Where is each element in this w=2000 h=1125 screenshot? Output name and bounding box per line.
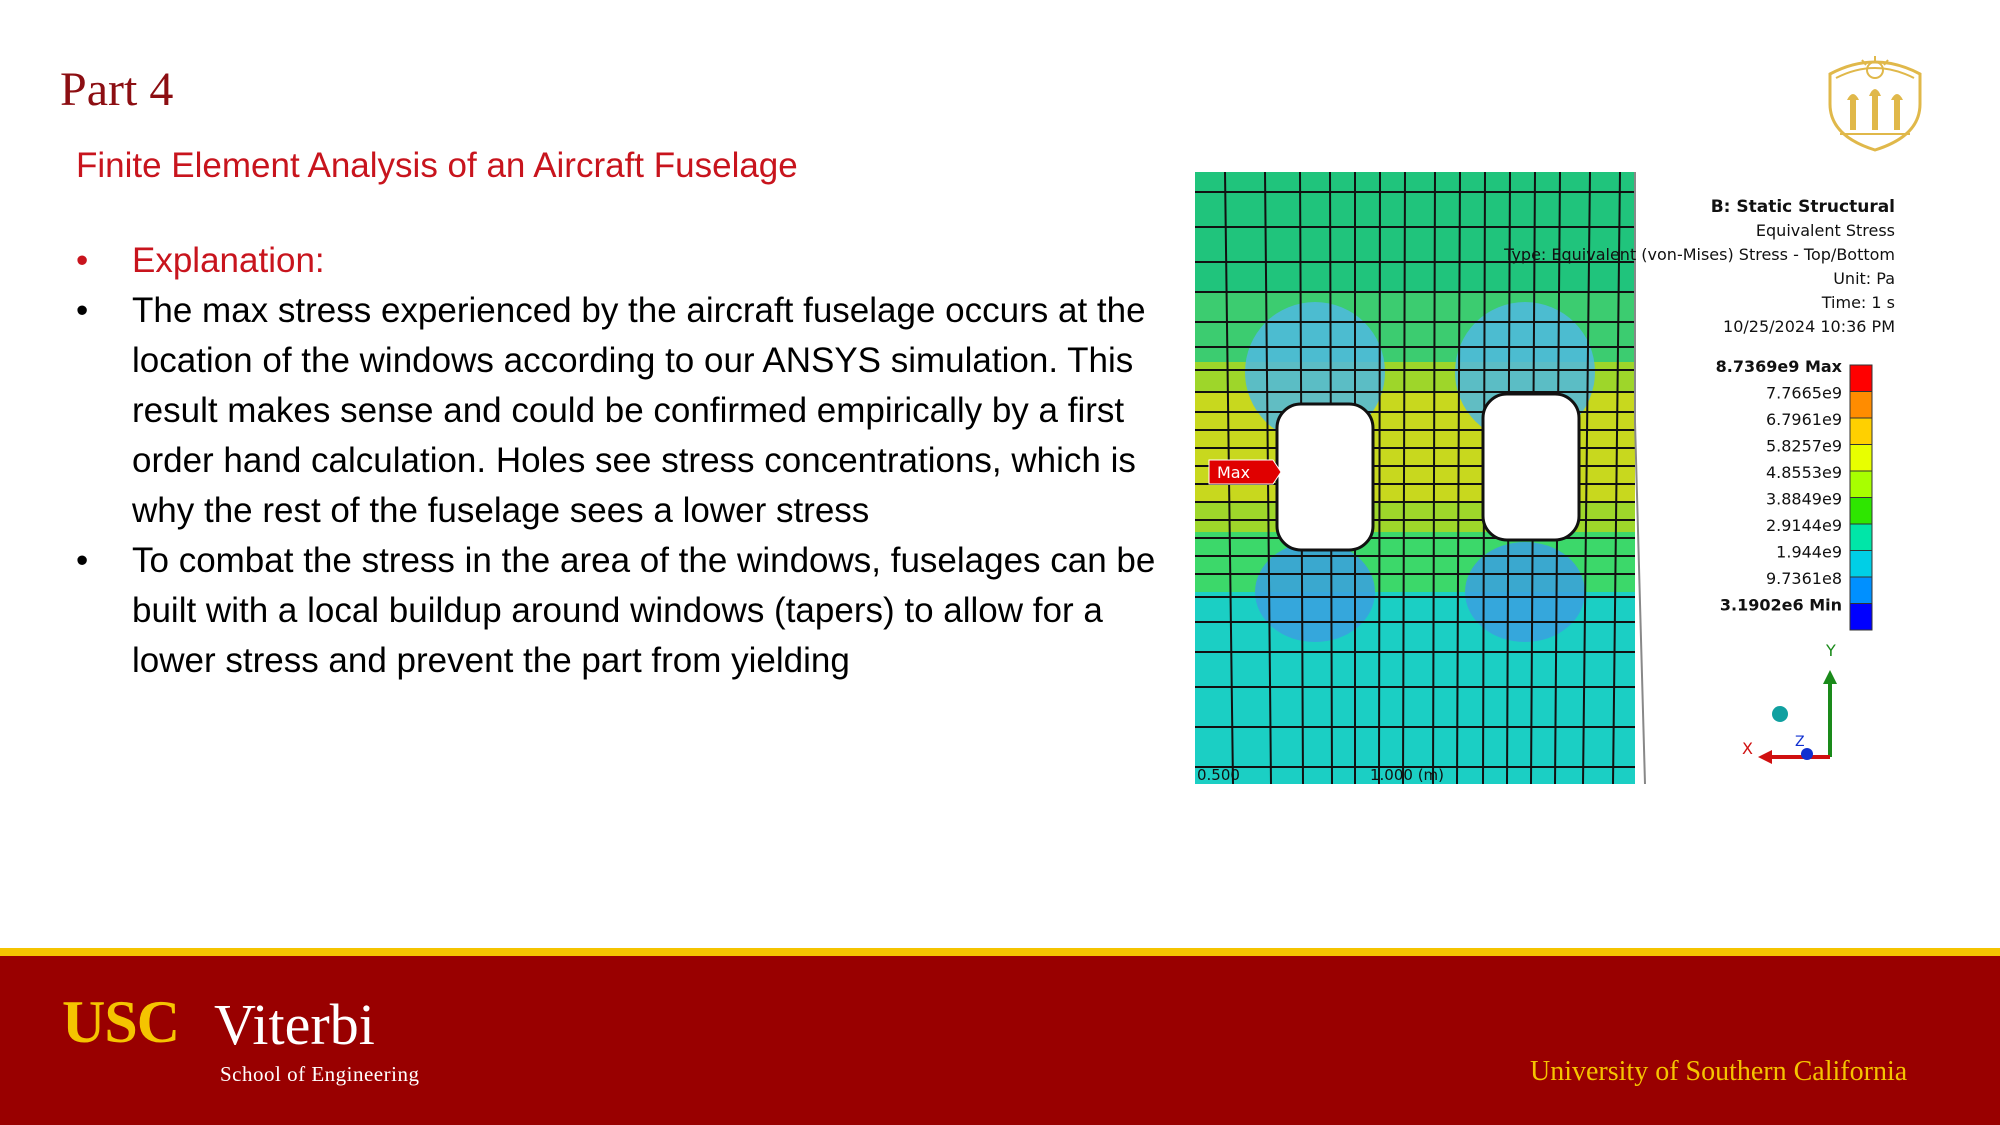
scale-left-label: 0.500 <box>1197 766 1240 784</box>
legend-value: 2.9144e9 <box>1765 516 1842 535</box>
bullet-text: Explanation: <box>132 241 325 280</box>
legend-value: 9.7361e8 <box>1765 569 1842 588</box>
legend-swatch <box>1850 445 1872 472</box>
bullet-text: To combat the stress in the area of the windows, fuselages can be built with a local buildup around windows (tapers) to allow for a lower stress and prevent the part from yielding <box>132 541 1156 680</box>
usc-seal-logo <box>1822 52 1928 152</box>
window-hole-right <box>1483 394 1579 540</box>
bullet-item-combat-stress <box>72 536 1172 686</box>
contour-top <box>1195 172 1635 292</box>
slide-subtitle: Finite Element Analysis of an Aircraft Fuselage <box>76 146 798 185</box>
z-axis-label: Z <box>1795 734 1805 750</box>
viterbi-wordmark: Viterbi <box>214 992 375 1057</box>
legend-swatch <box>1850 577 1872 604</box>
bullet-list <box>72 236 1172 686</box>
legend-swatch <box>1850 604 1872 631</box>
max-probe-label <box>1209 460 1281 484</box>
legend-value: 1.944e9 <box>1776 542 1842 562</box>
legend-value: 6.7961e9 <box>1765 410 1842 429</box>
fea-stress-image <box>1195 172 1895 784</box>
legend-swatch <box>1850 524 1872 551</box>
legend-value: 3.8849e9 <box>1765 489 1842 509</box>
sim-header-date: 10/25/2024 10:36 PM <box>1723 317 1895 336</box>
bullet-item-max-stress <box>72 286 1172 536</box>
footer-gold-stripe <box>0 948 2000 956</box>
triad-sphere <box>1772 706 1788 722</box>
legend-value: 7.7665e9 <box>1765 383 1842 403</box>
bullet-marker: • <box>76 241 89 280</box>
slide-title: Part 4 <box>60 63 174 116</box>
legend-value: 4.8553e9 <box>1765 463 1842 482</box>
legend-swatch <box>1850 498 1872 525</box>
school-of-engineering-text: School of Engineering <box>220 1062 420 1086</box>
legend-value: 8.7369e9 Max <box>1715 357 1842 376</box>
x-axis-label: X <box>1742 739 1753 758</box>
sim-header-line1: Equivalent Stress <box>1755 221 1895 240</box>
sim-header-line2: Type: Equivalent (von-Mises) Stress - Top/Bottom <box>1504 245 1895 264</box>
sim-header-unit: Unit: Pa <box>1833 269 1895 288</box>
max-probe-text: Max <box>1217 463 1251 482</box>
legend-swatch <box>1850 365 1872 392</box>
bullet-item-explanation <box>72 236 1172 286</box>
legend-swatch <box>1850 392 1872 419</box>
university-name-text: University of Southern California <box>1530 1056 1908 1087</box>
scale-right-label: 1.000 (m) <box>1370 766 1445 784</box>
legend-value: 3.1902e6 Min <box>1719 595 1842 615</box>
sim-header-time: Time: 1 s <box>1821 293 1895 312</box>
bullet-text: The max stress experienced by the aircraft fuselage occurs at the location of the windows according to our ANSYS simulation. This result makes sense and could be confirmed empirically by a first order hand calculation. Holes see stress concentrations, which is why the rest of the fuselage sees a lower stress <box>132 291 1146 530</box>
window-hole-left <box>1277 404 1373 550</box>
bullet-marker: • <box>76 541 89 580</box>
legend-swatch <box>1850 471 1872 498</box>
legend-swatch <box>1850 418 1872 445</box>
usc-wordmark: USC <box>62 989 180 1055</box>
sim-header-title: B: Static Structural <box>1710 197 1895 217</box>
bullet-marker: • <box>76 291 89 330</box>
legend-value: 5.8257e9 <box>1765 436 1842 456</box>
legend-swatch <box>1850 551 1872 578</box>
y-axis-label: Y <box>1826 641 1836 660</box>
